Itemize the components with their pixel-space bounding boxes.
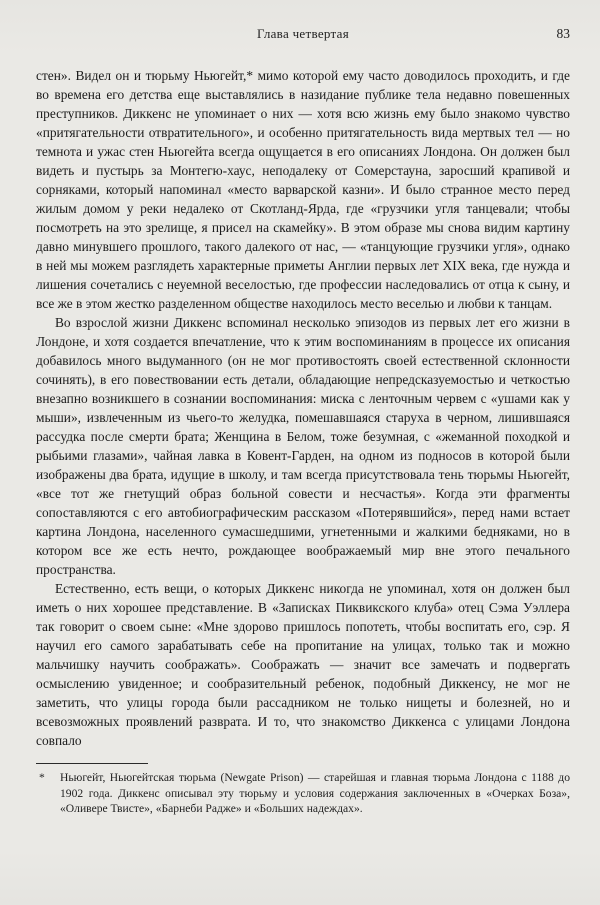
running-head bbox=[36, 26, 570, 42]
footnote-divider bbox=[36, 763, 148, 764]
footnote-text: Ньюгейт, Ньюгейтская тюрьма (Newgate Prison) — старейшая и главная тюрьма Лондона с 1188 до 1902 года. Диккенс описывал эту тюрьму и условия содержания заключенных в «Очерках Боза», «Оливере Твисте», «Барнеби Радже» и «Больших надеждах». bbox=[60, 771, 570, 815]
footnote-marker: * bbox=[39, 771, 45, 784]
paragraph-continuation: стен». Видел он и тюрьму Ньюгейт,* мимо которой ему часто доводилось проходить, и где во времена его детства еще выставлялись в назидание публике тела недавно повешенных преступников. Диккенс не упоминает о них — хотя всю жизнь ему было знакомо чувство «притягательности отвратительного», и особенно притягательность вида мертвых тел — но темнота и ужас стен Ньюгейта всегда ощущается в его описаниях Лондона. Он должен был видеть и пустырь за Монтегю-хаус, неподалеку от Сомерстауна, заросший крапивой и сорняками, который напоминал «место варварской казни». И было странное место перед жилым домом у реки недалеко от Скотланд-Ярда, где «грузчики угля танцевали; чтобы посмотреть на это зрелище, я присел на скамейку». В этом образе мы снова видим картину давно минувшего прошлого, такого далекого от нас, — «танцующие грузчики угля», однако в ней мы можем разглядеть характерные приметы Англии первых лет XIX века, где нужда и лишения сочетались с неуемной веселостью, где профессии наследовались от отца к сыну, и все же в этом жестко разделенном обществе находилось место веселью и любви к танцам. bbox=[36, 68, 570, 311]
body-text bbox=[36, 66, 570, 750]
paragraph: Во взрослой жизни Диккенс вспоминал несколько эпизодов из первых лет его жизни в Лондоне, и хотя создается впечатление, что к этим воспоминаниям в процессе их описания добавилось много выдуманного (он не мог противостоять своей естественной склонности сочинять), в его повествовании есть детали, обладающие непредсказуемостью и четкостью внезапно возникшего в сознании воспоминания: миска с ленточным червем с «ушами как у мыши», извлеченным из чьего-то желудка, помешавшаяся старуха в черном, лишившаяся рассудка после смерти брата; Женщина в Белом, тоже безумная, с «жеманной походкой и рыбьими глазами», чайная лавка в Ковент-Гарден, на одном из подносов в которой были изображены два брата, идущие в школу, и там всегда присутствовала тень тюрьмы Ньюгейт, «все тот же гнетущий образ больной совести и несчастья». Когда эти фрагменты сопоставляются с его автобиографическим рассказом «Потерявшийся», перед нами встает картина Лондона, населенного сумасшедшими, угнетенными и жалкими бедняками, но в котором все же есть нечто, рождающее воображаемый мир вне этого печального пространства. bbox=[36, 315, 570, 577]
footnote-block bbox=[36, 763, 570, 817]
page-number: 83 bbox=[556, 26, 570, 41]
chapter-title: Глава четвертая bbox=[256, 26, 350, 41]
footnote bbox=[36, 770, 570, 817]
paragraph: Естественно, есть вещи, о которых Диккенс никогда не упоминал, хотя он должен был иметь о них хорошее представление. В «Записках Пиквикского клуба» отец Сэма Уэллера так говорит о своем сыне: «Мне здорово пришлось попотеть, чтобы воспитать его, сэр. Я научил его самого зарабатывать себе на пропитание на улицах, только так и можно мальчишку научить соображать». Соображать — значит все замечать и подвергать осмыслению увиденное; и сообразительный ребенок, подобный Диккенсу, не мог не заметить, что улицы города были рассадником не только нищеты и болезней, но и всевозможных проявлений разврата. И то, что знакомство Диккенса с улицами Лондона совпало bbox=[36, 581, 570, 748]
